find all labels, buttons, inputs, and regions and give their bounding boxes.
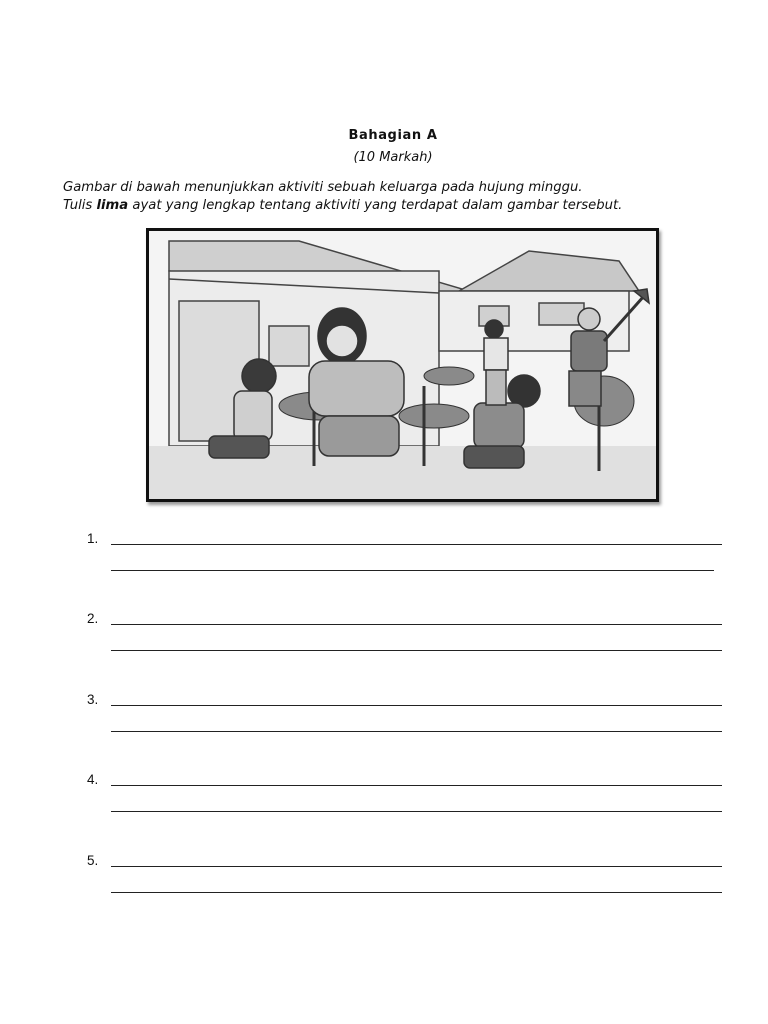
instruction-line-2 xyxy=(63,198,622,213)
answer-line[interactable] xyxy=(111,624,722,625)
answer-line[interactable] xyxy=(111,705,722,706)
answer-line[interactable] xyxy=(111,866,722,867)
answer-line[interactable] xyxy=(111,731,722,732)
answer-line[interactable] xyxy=(111,811,722,812)
answer-line[interactable] xyxy=(111,785,722,786)
answer-line[interactable] xyxy=(111,892,722,893)
question-number-2: 2. xyxy=(87,611,99,626)
question-number-3: 3. xyxy=(87,692,99,707)
question-number-4: 4. xyxy=(87,772,99,787)
instruction-prefix: Tulis xyxy=(63,198,93,213)
answer-line[interactable] xyxy=(111,544,722,545)
marks-label: (10 Markah) xyxy=(353,150,433,165)
family-gardening-illustration xyxy=(146,228,659,502)
section-title: Bahagian A xyxy=(348,128,438,143)
answer-line[interactable] xyxy=(111,570,714,571)
question-number-5: 5. xyxy=(87,853,99,868)
question-number-1: 1. xyxy=(87,531,99,546)
instruction-bold-word: lima xyxy=(96,198,129,213)
answer-line[interactable] xyxy=(111,650,722,651)
instruction-line-1: Gambar di bawah menunjukkan aktiviti sebuah keluarga pada hujung minggu. xyxy=(63,180,583,195)
instruction-suffix: ayat yang lengkap tentang aktiviti yang terdapat dalam gambar tersebut. xyxy=(132,198,623,213)
